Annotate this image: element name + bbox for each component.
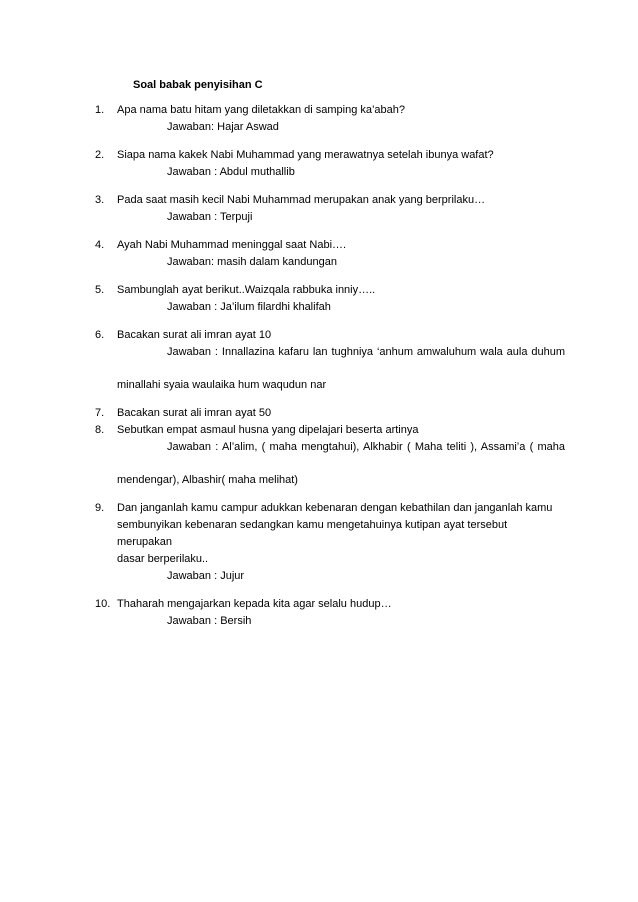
question-text-line-3: dasar berperilaku.. bbox=[117, 553, 209, 565]
question-item-7 bbox=[95, 405, 565, 422]
question-item-1 bbox=[95, 102, 565, 136]
question-number: 1. bbox=[95, 104, 105, 116]
answer-text: Jawaban : Ja’ilum filardhi khalifah bbox=[167, 301, 331, 313]
question-text: Ayah Nabi Muhammad meninggal saat Nabi…. bbox=[117, 239, 347, 251]
question-number: 4. bbox=[95, 239, 105, 251]
question-number: 2. bbox=[95, 149, 105, 161]
answer-text: Jawaban : Terpuji bbox=[167, 211, 253, 223]
question-text: Bacakan surat ali imran ayat 10 bbox=[117, 329, 272, 341]
answer-text: Jawaban: masih dalam kandungan bbox=[167, 256, 338, 268]
answer-text: Jawaban : Innallazina kafaru lan tughniya ‘anhum amwaluhum wala aula duhum bbox=[167, 346, 565, 358]
question-text: Bacakan surat ali imran ayat 50 bbox=[117, 407, 272, 419]
question-number: 10. bbox=[95, 598, 111, 610]
question-text: Siapa nama kakek Nabi Muhammad yang merawatnya setelah ibunya wafat? bbox=[117, 149, 494, 161]
question-number: 5. bbox=[95, 284, 105, 296]
question-item-9 bbox=[95, 500, 565, 585]
answer-text: Jawaban : Bersih bbox=[167, 615, 252, 627]
question-number: 3. bbox=[95, 194, 105, 206]
question-item-6 bbox=[95, 327, 565, 394]
answer-continuation: minallahi syaia waulaika hum waqudun nar bbox=[117, 379, 327, 391]
document-title: Soal babak penyisihan C bbox=[133, 79, 263, 91]
question-number: 9. bbox=[95, 502, 105, 514]
question-item-2 bbox=[95, 147, 565, 181]
question-item-4 bbox=[95, 237, 565, 271]
answer-text: Jawaban: Hajar Aswad bbox=[167, 121, 279, 133]
question-number: 7. bbox=[95, 407, 105, 419]
question-list bbox=[95, 102, 565, 641]
question-number: 8. bbox=[95, 424, 105, 436]
answer-text: Jawaban : Al’alim, ( maha mengtahui), Alkhabir ( Maha teliti ), Assami’a ( maha bbox=[167, 441, 565, 453]
question-item-3 bbox=[95, 192, 565, 226]
question-text-line-1: Dan janganlah kamu campur adukkan kebenaran dengan kebathilan dan janganlah kamu bbox=[117, 502, 553, 514]
question-text: Apa nama batu hitam yang diletakkan di samping ka’abah? bbox=[117, 104, 406, 116]
question-number: 6. bbox=[95, 329, 105, 341]
question-item-5 bbox=[95, 282, 565, 316]
answer-text: Jawaban : Abdul muthallib bbox=[167, 166, 295, 178]
answer-text: Jawaban : Jujur bbox=[167, 570, 245, 582]
question-item-10 bbox=[95, 596, 565, 630]
question-text-line-2: sembunyikan kebenaran sedangkan kamu mengetahuinya kutipan ayat tersebut merupakan bbox=[117, 519, 508, 548]
answer-continuation: mendengar), Albashir( maha melihat) bbox=[117, 474, 298, 486]
question-text: Pada saat masih kecil Nabi Muhammad merupakan anak yang berprilaku… bbox=[117, 194, 486, 206]
question-text: Sebutkan empat asmaul husna yang dipelajari beserta artinya bbox=[117, 424, 419, 436]
question-text: Sambunglah ayat berikut..Waizqala rabbuka inniy….. bbox=[117, 284, 376, 296]
question-item-8 bbox=[95, 422, 565, 489]
question-text: Thaharah mengajarkan kepada kita agar selalu hudup… bbox=[117, 598, 392, 610]
